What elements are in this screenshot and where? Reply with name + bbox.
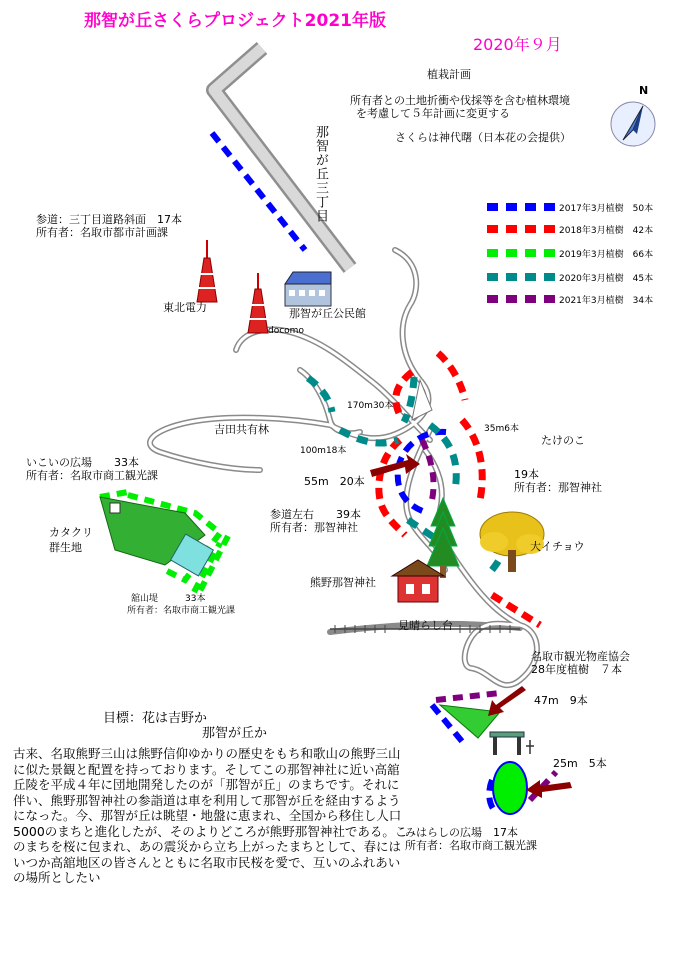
tower-tohoku: [197, 240, 217, 302]
miharashi-plaza-ellipse: [493, 762, 527, 814]
miharashi-plaza-label-2: 所有者：名取市商工観光課: [405, 839, 537, 852]
legend: [487, 200, 687, 310]
road-label: 那智が丘三丁目: [313, 125, 328, 223]
plan-line2: を考慮して５年計画に変更する: [356, 107, 510, 120]
n19-label-2: 所有者：那智神社: [514, 481, 602, 494]
ikoi-label-2: 所有者：名取市商工観光課: [26, 469, 158, 482]
m35-label: 35m6本: [484, 424, 519, 434]
kominkan-building: [285, 272, 331, 306]
katakuri-label-2: 群生地: [49, 541, 82, 554]
plan-heading: 植栽計画: [427, 68, 471, 81]
legend-label: 2019年3月植樹 66本: [559, 250, 654, 260]
goal-label-1: 目標：花は吉野か: [103, 711, 208, 726]
katakuri-label-1: カタクリ: [49, 526, 93, 539]
m55-label: 55m 20本: [304, 475, 365, 488]
m47-label: 47m 9本: [534, 694, 588, 707]
tower-docomo: [248, 273, 268, 333]
tohoku-label: 東北電力: [163, 301, 207, 314]
plan-line1: 所有者との土地折衝や伐採等を含む植林環境: [350, 94, 570, 107]
goal-label-2: 那智が丘か: [202, 726, 268, 741]
cedar-tree: [427, 498, 459, 578]
tateyama-label-1: 舘山堤 33本: [131, 594, 206, 604]
legend-label: 2020年3月植樹 45本: [559, 274, 654, 284]
m170-label: 170m30本: [347, 401, 394, 411]
takenoko-label: たけのこ: [541, 434, 585, 447]
page-title: 那智が丘さくらプロジェクト2021年版: [84, 11, 386, 31]
n19-label-1: 19本: [514, 468, 539, 481]
kumano-label: 熊野那智神社: [310, 576, 376, 589]
story-text: 古来、名取熊野三山は熊野信仰ゆかりの歴史をもち和歌山の熊野三山に似た景観と配置を持っております。そしてこの那智神社に近い高舘丘陵を平成４年に団地開発したのが「那智が丘」のまちです。それに伴い、熊野那智神社の参詣道は車を利用して那智が丘を経由するようになった。今、那智が丘は眺望・地盤に恵まれ、全国から移住し人口5000のまちと進化したが、そのよりどころが熊野那智神社である。このまちを桜に包まれ、あの震災から立ち上がったまちとして、春にはいつか高舘地区の皆さんとともに名取市民桜を愛で、互いのふれあいの場所としたい: [13, 746, 408, 885]
miharashi-label: 見晴らし台: [398, 619, 453, 632]
m25-label: 25m 5本: [553, 757, 607, 770]
kominkan-label: 那智が丘公民館: [289, 307, 366, 320]
compass-north-label: N: [639, 84, 649, 97]
ohicho-label: 大イチョウ: [530, 540, 585, 553]
kanko-label-2: 28年度植樹 ７本: [531, 663, 622, 676]
plan-line3: さくらは神代曙（日本花の会提供）: [395, 131, 571, 144]
legend-label: 2021年3月植樹 34本: [559, 296, 654, 306]
gate: [490, 732, 534, 755]
m100-label: 100m18本: [300, 446, 347, 456]
sando-label-1: 参道：三丁目道路斜面 17本: [36, 213, 182, 226]
sando-lr-label-2: 所有者：那智神社: [270, 521, 358, 534]
compass-icon: [611, 102, 655, 146]
sando-lr-label-1: 参道左右 39本: [270, 508, 361, 521]
date-label: 2020年９月: [473, 35, 562, 54]
docomo-label: docomo: [268, 326, 304, 336]
miharashi-plaza-label-1: みはらしの広場 17本: [405, 826, 518, 839]
sando-label-2: 所有者：名取市都市計画課: [36, 226, 168, 239]
ikoi-label-1: いこいの広場 33本: [26, 456, 139, 469]
tateyama-label-2: 所有者：名取市商工観光課: [127, 606, 236, 616]
legend-label: 2018年3月植樹 42本: [559, 226, 654, 236]
legend-label: 2017年3月植樹 50本: [559, 204, 654, 214]
kanko-label-1: 名取市観光物産協会: [531, 650, 630, 663]
yoshida-label: 吉田共有林: [214, 423, 269, 436]
